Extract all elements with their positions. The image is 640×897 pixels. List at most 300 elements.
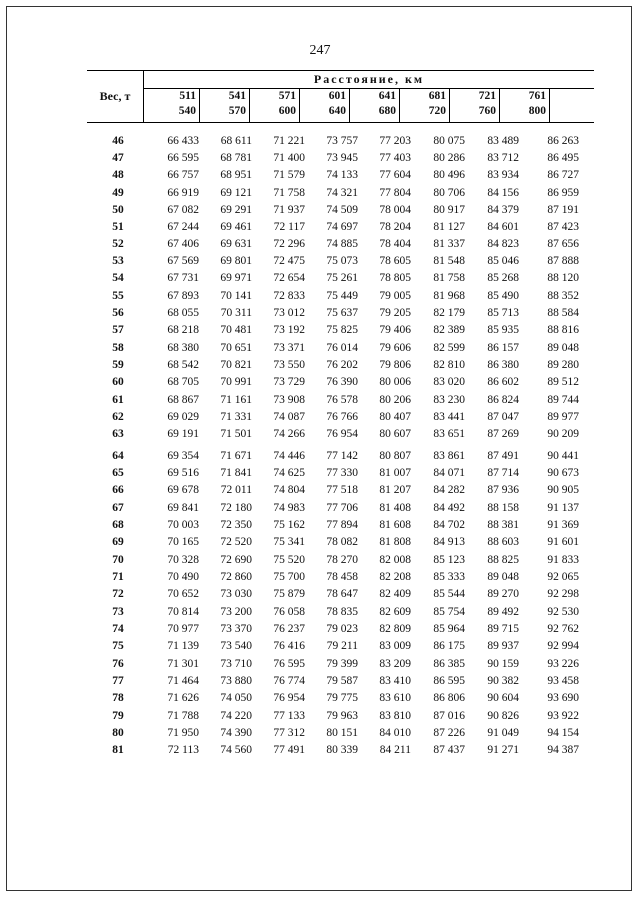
value-cell: 89 048 [487, 571, 519, 584]
table-row [87, 569, 597, 586]
value-cell: 76 595 [273, 658, 305, 670]
value-cell: 83 230 [433, 393, 465, 406]
range-from: 761 [528, 90, 546, 102]
table-row [87, 638, 597, 655]
value-cell: 71 464 [167, 675, 199, 688]
value-cell: 91 601 [547, 536, 579, 548]
value-cell: 73 757 [326, 135, 358, 147]
value-cell: 90 209 [547, 428, 579, 440]
value-cell: 70 003 [167, 518, 199, 531]
value-cell: 91 271 [487, 744, 519, 756]
table-row [87, 409, 597, 426]
weight-cell: 54 [112, 272, 124, 285]
value-cell: 79 399 [326, 658, 358, 670]
value-cell: 86 602 [487, 376, 519, 389]
value-cell: 75 637 [326, 306, 358, 319]
value-cell: 88 584 [547, 306, 579, 319]
value-cell: 90 382 [487, 675, 519, 688]
value-cell: 70 652 [167, 588, 199, 601]
weight-cell: 71 [112, 571, 124, 584]
value-cell: 84 156 [487, 186, 519, 199]
value-cell: 81 968 [433, 289, 465, 302]
weight-cell: 60 [112, 376, 124, 389]
value-cell: 80 075 [433, 135, 465, 147]
value-cell: 85 754 [433, 605, 465, 618]
value-cell: 90 604 [487, 692, 519, 705]
value-cell: 70 481 [220, 324, 252, 336]
weight-cell: 79 [112, 709, 124, 722]
value-cell: 83 209 [379, 658, 411, 670]
value-cell: 86 595 [433, 675, 465, 688]
value-cell: 72 833 [273, 289, 305, 302]
table-row [87, 656, 597, 673]
value-cell: 74 560 [220, 744, 252, 756]
table-row [87, 150, 597, 167]
weight-cell: 48 [112, 169, 124, 182]
range-to: 600 [278, 105, 296, 117]
value-cell: 71 331 [220, 410, 252, 423]
value-cell: 75 073 [326, 255, 358, 268]
value-cell: 66 595 [167, 152, 199, 165]
value-cell: 76 954 [326, 428, 358, 440]
value-cell: 74 509 [326, 203, 358, 216]
value-cell: 85 333 [433, 571, 465, 584]
value-cell: 80 706 [433, 186, 465, 199]
value-cell: 88 158 [487, 501, 519, 514]
weight-cell: 59 [112, 359, 124, 372]
value-cell: 94 154 [547, 726, 579, 739]
value-cell: 84 010 [379, 726, 411, 739]
value-cell: 70 991 [220, 376, 252, 389]
value-cell: 77 804 [379, 186, 411, 199]
value-cell: 78 082 [326, 536, 358, 548]
table-row [87, 708, 597, 725]
value-cell: 77 203 [379, 135, 411, 147]
weight-cell: 53 [112, 255, 124, 268]
value-cell: 69 971 [220, 272, 252, 285]
value-cell: 73 371 [273, 342, 305, 354]
value-cell: 89 715 [487, 622, 519, 635]
value-cell: 74 804 [273, 484, 305, 497]
table-row [87, 236, 597, 253]
value-cell: 74 050 [220, 692, 252, 705]
value-cell: 83 610 [379, 692, 411, 705]
table-row [87, 202, 597, 219]
value-cell: 75 879 [273, 588, 305, 601]
value-cell: 73 012 [273, 306, 305, 319]
weight-cell: 78 [112, 692, 124, 705]
table-row [87, 621, 597, 638]
value-cell: 80 206 [379, 393, 411, 406]
page-number: 247 [309, 43, 331, 58]
value-cell: 71 841 [220, 467, 252, 480]
weight-cell: 55 [112, 289, 124, 302]
weight-cell: 68 [112, 518, 124, 531]
value-cell: 87 888 [547, 255, 579, 268]
value-cell: 82 609 [379, 605, 411, 618]
table-row [87, 482, 597, 499]
value-cell: 85 490 [487, 289, 519, 302]
value-cell: 78 805 [379, 272, 411, 285]
value-cell: 93 226 [547, 658, 579, 670]
value-cell: 86 959 [547, 186, 579, 199]
value-cell: 85 713 [487, 306, 519, 319]
value-cell: 74 087 [273, 410, 305, 423]
value-cell: 77 133 [273, 709, 305, 722]
value-cell: 77 706 [326, 501, 358, 514]
value-cell: 71 139 [167, 640, 199, 652]
value-cell: 71 788 [167, 709, 199, 722]
weight-cell: 57 [112, 324, 124, 336]
weight-cell: 66 [112, 484, 124, 497]
value-cell: 69 678 [167, 484, 199, 497]
value-cell: 74 133 [326, 169, 358, 182]
value-cell: 72 113 [167, 744, 199, 756]
value-cell: 78 004 [379, 203, 411, 216]
value-cell: 74 390 [220, 726, 252, 739]
weight-cell: 70 [112, 554, 124, 566]
table-row [87, 552, 597, 569]
table-row [87, 288, 597, 305]
value-cell: 80 286 [433, 152, 465, 165]
value-cell: 68 055 [167, 306, 199, 319]
value-cell: 70 821 [220, 359, 252, 372]
range-to: 540 [178, 105, 196, 117]
value-cell: 82 809 [379, 622, 411, 635]
value-cell: 89 270 [487, 588, 519, 601]
value-cell: 71 950 [167, 726, 199, 739]
weight-cell: 76 [112, 658, 124, 670]
value-cell: 86 806 [433, 692, 465, 705]
value-cell: 84 379 [487, 203, 519, 216]
value-cell: 90 905 [547, 484, 579, 497]
value-cell: 81 207 [379, 484, 411, 497]
value-cell: 84 913 [433, 536, 465, 548]
value-cell: 67 082 [167, 203, 199, 216]
value-cell: 71 671 [220, 450, 252, 462]
value-cell: 88 381 [487, 518, 519, 531]
value-cell: 88 120 [547, 272, 579, 285]
value-cell: 86 175 [433, 640, 465, 652]
value-cell: 75 825 [326, 324, 358, 336]
value-cell: 68 781 [220, 152, 252, 165]
value-cell: 81 608 [379, 518, 411, 531]
table-row [87, 167, 597, 184]
range-to: 800 [528, 105, 546, 117]
weight-cell: 51 [112, 221, 124, 233]
value-cell: 83 410 [379, 675, 411, 688]
value-cell: 87 016 [433, 709, 465, 722]
value-cell: 77 312 [273, 726, 305, 739]
range-from: 721 [478, 90, 496, 102]
range-header-4 [350, 89, 400, 122]
value-cell: 74 220 [220, 709, 252, 722]
value-cell: 87 191 [547, 203, 579, 216]
value-cell: 77 518 [326, 484, 358, 497]
value-cell: 74 446 [273, 450, 305, 462]
value-cell: 68 951 [220, 169, 252, 182]
value-cell: 83 020 [433, 376, 465, 389]
value-cell: 70 141 [220, 289, 252, 302]
weight-cell: 73 [112, 605, 124, 618]
value-cell: 73 192 [273, 324, 305, 336]
value-cell: 71 501 [220, 428, 252, 440]
value-cell: 91 049 [487, 726, 519, 739]
value-cell: 76 237 [273, 622, 305, 635]
value-cell: 68 611 [220, 135, 252, 147]
value-cell: 84 601 [487, 221, 519, 233]
value-cell: 70 328 [167, 554, 199, 566]
value-cell: 73 200 [220, 605, 252, 618]
value-cell: 73 540 [220, 640, 252, 652]
value-cell: 87 491 [487, 450, 519, 462]
value-cell: 88 825 [487, 554, 519, 566]
value-cell: 92 994 [547, 640, 579, 652]
value-cell: 77 142 [326, 450, 358, 462]
range-from: 571 [278, 90, 296, 102]
value-cell: 85 046 [487, 255, 519, 268]
value-cell: 72 860 [220, 571, 252, 584]
value-cell: 74 697 [326, 221, 358, 233]
value-cell: 80 339 [326, 744, 358, 756]
weight-cell: 63 [112, 428, 124, 440]
value-cell: 79 587 [326, 675, 358, 688]
value-cell: 76 014 [326, 342, 358, 354]
value-cell: 72 180 [220, 501, 252, 514]
value-cell: 68 542 [167, 359, 199, 372]
value-cell: 83 934 [487, 169, 519, 182]
value-cell: 70 814 [167, 605, 199, 618]
value-cell: 86 263 [547, 135, 579, 147]
value-cell: 70 977 [167, 622, 199, 635]
value-cell: 80 807 [379, 450, 411, 462]
value-cell: 93 458 [547, 675, 579, 688]
value-cell: 77 604 [379, 169, 411, 182]
value-cell: 87 226 [433, 726, 465, 739]
value-cell: 81 337 [433, 238, 465, 250]
table-row [87, 690, 597, 707]
range-to: 760 [478, 105, 496, 117]
value-cell: 73 945 [326, 152, 358, 165]
range-from: 681 [428, 90, 446, 102]
weight-cell: 69 [112, 536, 124, 548]
table-row [87, 270, 597, 287]
range-to: 720 [428, 105, 446, 117]
value-cell: 74 266 [273, 428, 305, 440]
value-cell: 82 599 [433, 342, 465, 354]
value-cell: 78 404 [379, 238, 411, 250]
value-cell: 88 352 [547, 289, 579, 302]
value-cell: 86 824 [487, 393, 519, 406]
value-cell: 69 631 [220, 238, 252, 250]
value-cell: 82 389 [433, 324, 465, 336]
value-cell: 79 806 [379, 359, 411, 372]
table-row [87, 133, 597, 150]
table-row [87, 340, 597, 357]
value-cell: 89 048 [547, 342, 579, 354]
value-cell: 72 117 [273, 221, 305, 233]
weight-cell: 64 [112, 450, 124, 462]
value-cell: 69 801 [220, 255, 252, 268]
table-row [87, 305, 597, 322]
value-cell: 71 758 [273, 186, 305, 199]
table-row [87, 742, 597, 759]
value-cell: 88 603 [487, 536, 519, 548]
range-to: 680 [378, 105, 396, 117]
value-cell: 76 390 [326, 376, 358, 389]
value-cell: 83 712 [487, 152, 519, 165]
value-cell: 86 385 [433, 658, 465, 670]
value-cell: 78 835 [326, 605, 358, 618]
value-cell: 71 626 [167, 692, 199, 705]
value-cell: 75 449 [326, 289, 358, 302]
value-cell: 73 729 [273, 376, 305, 389]
value-cell: 84 071 [433, 467, 465, 480]
value-cell: 74 321 [326, 186, 358, 199]
value-cell: 68 867 [167, 393, 199, 406]
value-cell: 92 530 [547, 605, 579, 618]
value-cell: 67 406 [167, 238, 199, 250]
weight-cell: 72 [112, 588, 124, 601]
value-cell: 92 298 [547, 588, 579, 601]
table-row [87, 374, 597, 391]
value-cell: 72 654 [273, 272, 305, 285]
value-cell: 75 341 [273, 536, 305, 548]
value-cell: 83 441 [433, 410, 465, 423]
table-row [87, 253, 597, 270]
value-cell: 67 244 [167, 221, 199, 233]
value-cell: 76 416 [273, 640, 305, 652]
value-cell: 74 885 [326, 238, 358, 250]
value-cell: 69 461 [220, 221, 252, 233]
range-header-6 [450, 89, 500, 122]
value-cell: 70 651 [220, 342, 252, 354]
value-cell: 81 758 [433, 272, 465, 285]
value-cell: 87 423 [547, 221, 579, 233]
table-row [87, 185, 597, 202]
table-row [87, 725, 597, 742]
range-from: 641 [378, 90, 396, 102]
value-cell: 69 191 [167, 428, 199, 440]
value-cell: 76 766 [326, 410, 358, 423]
value-cell: 77 894 [326, 518, 358, 531]
value-cell: 93 922 [547, 709, 579, 722]
value-cell: 80 151 [326, 726, 358, 739]
value-cell: 85 123 [433, 554, 465, 566]
range-from: 541 [228, 90, 246, 102]
value-cell: 87 936 [487, 484, 519, 497]
value-cell: 81 548 [433, 255, 465, 268]
range-header-3 [300, 89, 350, 122]
value-cell: 70 490 [167, 571, 199, 584]
value-cell: 79 211 [326, 640, 358, 652]
value-cell: 73 030 [220, 588, 252, 601]
value-cell: 92 065 [547, 571, 579, 584]
value-cell: 85 964 [433, 622, 465, 635]
value-cell: 89 744 [547, 393, 579, 406]
value-cell: 80 407 [379, 410, 411, 423]
value-cell: 84 282 [433, 484, 465, 497]
value-cell: 74 625 [273, 467, 305, 480]
value-cell: 83 651 [433, 428, 465, 440]
value-cell: 93 690 [547, 692, 579, 705]
value-cell: 75 162 [273, 518, 305, 531]
range-header-5 [400, 89, 450, 122]
value-cell: 82 179 [433, 306, 465, 319]
table-row [87, 448, 597, 465]
table-row [87, 534, 597, 551]
value-cell: 87 047 [487, 410, 519, 423]
value-cell: 81 808 [379, 536, 411, 548]
value-cell: 87 437 [433, 744, 465, 756]
value-cell: 69 354 [167, 450, 199, 462]
value-cell: 71 400 [273, 152, 305, 165]
value-cell: 80 917 [433, 203, 465, 216]
value-cell: 78 204 [379, 221, 411, 233]
value-cell: 76 954 [273, 692, 305, 705]
value-cell: 84 823 [487, 238, 519, 250]
value-cell: 91 137 [547, 501, 579, 514]
value-cell: 78 605 [379, 255, 411, 268]
value-cell: 71 301 [167, 658, 199, 670]
value-cell: 91 369 [547, 518, 579, 531]
value-cell: 76 058 [273, 605, 305, 618]
value-cell: 79 205 [379, 306, 411, 319]
value-cell: 81 127 [433, 221, 465, 233]
weight-cell: 58 [112, 342, 124, 354]
value-cell: 66 433 [167, 135, 199, 147]
weight-cell: 52 [112, 238, 124, 250]
value-cell: 71 161 [220, 393, 252, 406]
value-cell: 87 714 [487, 467, 519, 480]
value-cell: 82 008 [379, 554, 411, 566]
weight-cell: 75 [112, 640, 124, 652]
value-cell: 75 520 [273, 554, 305, 566]
range-header-7 [500, 89, 550, 122]
table-row [87, 219, 597, 236]
table-row [87, 604, 597, 621]
value-cell: 72 475 [273, 255, 305, 268]
value-cell: 79 023 [326, 622, 358, 635]
value-cell: 85 268 [487, 272, 519, 285]
weight-cell: 46 [112, 135, 124, 147]
value-cell: 89 280 [547, 359, 579, 372]
value-cell: 77 330 [326, 467, 358, 480]
value-cell: 81 408 [379, 501, 411, 514]
value-cell: 70 165 [167, 536, 199, 548]
value-cell: 70 311 [220, 306, 252, 319]
table-row [87, 586, 597, 603]
range-from: 601 [328, 90, 346, 102]
value-cell: 89 937 [487, 640, 519, 652]
table-row [87, 392, 597, 409]
value-cell: 85 935 [487, 324, 519, 336]
value-cell: 68 380 [167, 342, 199, 354]
value-cell: 71 221 [273, 135, 305, 147]
value-cell: 79 963 [326, 709, 358, 722]
value-cell: 88 816 [547, 324, 579, 336]
value-cell: 83 009 [379, 640, 411, 652]
value-cell: 72 520 [220, 536, 252, 548]
value-cell: 82 810 [433, 359, 465, 372]
value-cell: 76 774 [273, 675, 305, 688]
value-cell: 76 578 [326, 393, 358, 406]
value-cell: 69 516 [167, 467, 199, 480]
value-cell: 90 673 [547, 467, 579, 480]
value-cell: 79 775 [326, 692, 358, 705]
value-cell: 69 029 [167, 410, 199, 423]
value-cell: 84 492 [433, 501, 465, 514]
